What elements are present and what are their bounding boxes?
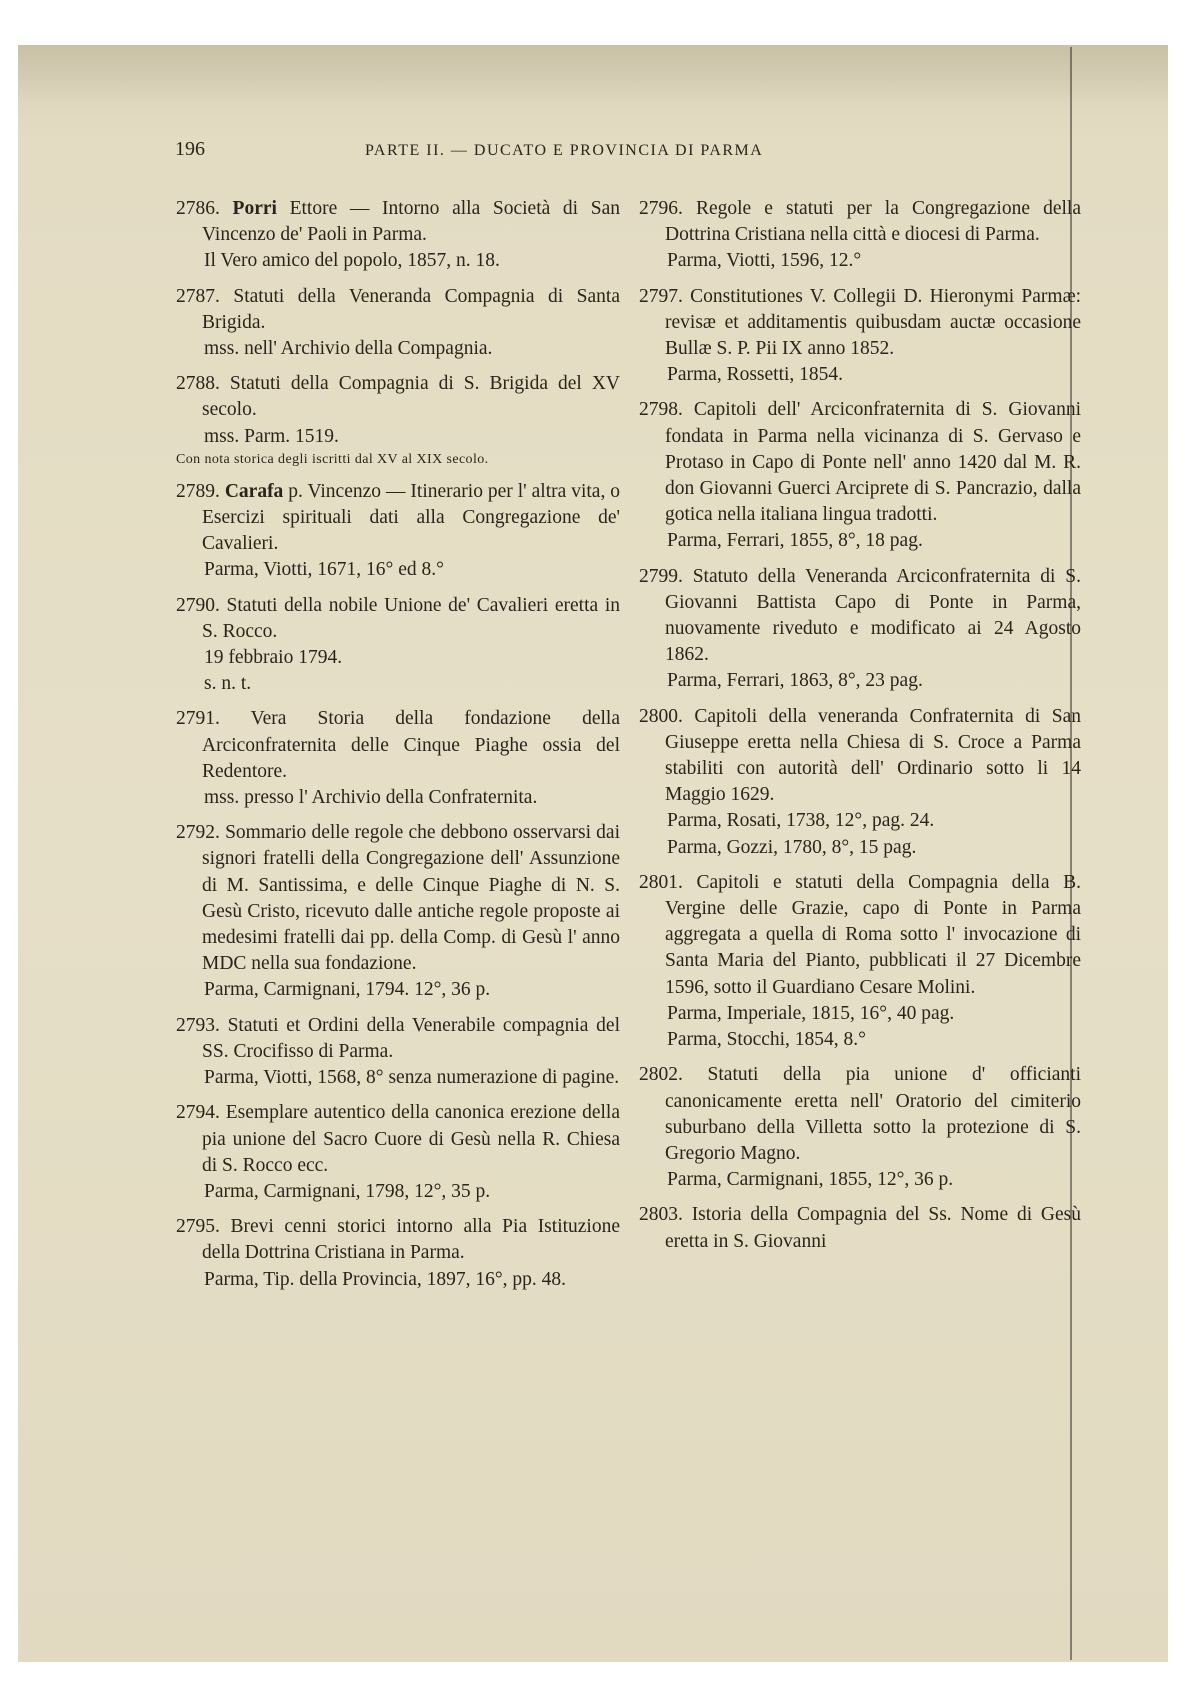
entry-author: Porri [232, 198, 277, 219]
entry-number: 2802. [639, 1064, 683, 1086]
entry-number: 2787. [176, 285, 220, 307]
entry-main [176, 593, 620, 645]
entry-publication: Parma, Stocchi, 1854, 8.° [667, 1029, 866, 1051]
bibliography-entry [176, 479, 620, 584]
entry-title: Capitoli e statuti della Compagnia della B. Vergine delle Grazie, capo di Ponte in Parma aggregata a quella di Roma sotto l' invocazione di Santa Maria del Pianto, pubblicati il 27 Dicembre 1596, sotto il Guardiano Cesare Molini. [665, 871, 1082, 998]
entry-number: 2790. [176, 594, 220, 616]
entry-publication: Parma, Rosati, 1738, 12°, pag. 24. [667, 810, 935, 832]
entry-main [176, 196, 620, 248]
page-header [175, 138, 900, 168]
entry-number: 2794. [176, 1102, 220, 1124]
entry-main [176, 1100, 620, 1179]
entry-title: Statuti della pia unione d' officianti canonicamente eretta nell' Oratorio del cimiterio suburbano della Villetta sotto la protezione di S. Gregorio Magno. [665, 1064, 1081, 1164]
entry-number: 2803. [639, 1204, 683, 1226]
entry-title: Statuto della Veneranda Arciconfraternita di S. Giovanni Battista Capo di Ponte in Parma, nuovamente riveduto e modificato ai 24 Agosto 1862. [665, 565, 1081, 666]
entry-publication: Parma, Gozzi, 1780, 8°, 15 pag. [667, 836, 917, 858]
entry-main [639, 704, 1081, 809]
bibliography-entry [639, 284, 1081, 389]
entry-publication: Parma, Viotti, 1568, 8° senza numerazione di pagine. [204, 1067, 620, 1089]
entry-main [176, 479, 620, 558]
entry-number: 2793. [176, 1014, 220, 1036]
entry-publication: Parma, Imperiale, 1815, 16°, 40 pag. [667, 1002, 955, 1024]
entry-main [639, 1202, 1081, 1254]
entry-main [176, 284, 620, 336]
entry-main [176, 371, 620, 423]
entry-title: Regole e statuti per la Congregazione della Dottrina Cristiana nella città e diocesi di Parma. [665, 198, 1081, 246]
entry-number: 2792. [176, 822, 220, 844]
entry-main [176, 706, 620, 785]
entry-title: p. Vincenzo — Itinerario per l' altra vita, o Esercizi spirituali dati alla Congregazione de' Cavalieri. [202, 480, 621, 555]
bibliography-entry [639, 1062, 1081, 1193]
entry-note: Con nota storica degli iscritti dal XV al XIX secolo. [176, 451, 489, 467]
left-column [176, 196, 620, 1302]
entry-main [176, 820, 620, 977]
entry-publication: 19 febbraio 1794. [204, 647, 343, 669]
bibliography-entry [176, 706, 620, 811]
entry-publication: Parma, Carmignani, 1855, 12°, 36 p. [667, 1169, 954, 1191]
entry-title: Constitutiones V. Collegii D. Hieronymi Parmæ: revisæ et additamentis quibusdam auctæ occasione Bullæ S. P. Pii IX anno 1852. [665, 285, 1081, 360]
entry-main [639, 564, 1081, 669]
entry-title: Brevi cenni storici intorno alla Pia Istituzione della Dottrina Cristiana in Parma. [202, 1216, 621, 1264]
entry-publication: Parma, Rossetti, 1854. [667, 364, 844, 386]
entry-publication: Parma, Carmignani, 1798, 12°, 35 p. [204, 1180, 491, 1202]
entry-author: Carafa [224, 480, 284, 502]
bibliography-entry [639, 196, 1081, 275]
entry-number: 2795. [176, 1216, 220, 1238]
entry-publication: Parma, Viotti, 1671, 16° ed 8.° [204, 559, 444, 581]
entry-publication: mss. Parm. 1519. [204, 425, 339, 447]
entry-title: Statuti et Ordini della Venerabile compagnia del SS. Crocifisso di Parma. [202, 1014, 620, 1062]
bibliography-entry [639, 564, 1081, 695]
entry-number: 2799. [639, 565, 683, 587]
running-title: PARTE II. — DUCATO E PROVINCIA DI PARMA [365, 142, 764, 159]
entry-title: Istoria della Compagnia del Ss. Nome di Gesù eretta in S. Giovanni [665, 1204, 1081, 1252]
entry-main [639, 1062, 1081, 1167]
entry-publication: Parma, Ferrari, 1863, 8°, 23 pag. [667, 670, 923, 692]
entry-main [639, 397, 1081, 528]
entry-number: 2798. [639, 399, 683, 421]
entry-number: 2788. [176, 373, 220, 395]
entry-title: Capitoli della veneranda Confraternita di San Giuseppe eretta nella Chiesa di S. Croce a Parma stabiliti con autorità dell' Ordinario sotto li 14 Maggio 1629. [665, 705, 1081, 806]
bibliography-entry [176, 1100, 620, 1205]
bibliography-entry [176, 1013, 620, 1092]
entry-publication: s. n. t. [204, 673, 252, 695]
entry-publication: Il Vero amico del popolo, 1857, n. 18. [204, 250, 500, 272]
bibliography-entry [639, 704, 1081, 861]
right-column [639, 196, 1081, 1264]
entry-title: Esemplare autentico della canonica erezione della pia unione del Sacro Cuore di Gesù nella R. Chiesa di S. Rocco ecc. [202, 1102, 620, 1176]
bibliography-entry [176, 371, 620, 470]
bibliography-entry [176, 1214, 620, 1293]
entry-number: 2791. [176, 708, 220, 730]
entry-title: Statuti della Compagnia di S. Brigida del XV secolo. [202, 373, 621, 421]
entry-publication: Parma, Viotti, 1596, 12.° [667, 250, 862, 272]
entry-main [176, 1013, 620, 1065]
entry-number: 2800. [639, 705, 683, 727]
entry-number: 2801. [639, 871, 683, 893]
entry-number: 2789. [176, 480, 220, 502]
entry-number: 2786. [176, 198, 220, 219]
bibliography-entry [639, 1202, 1081, 1254]
page-number: 196 [175, 138, 205, 160]
bibliography-entry [639, 397, 1081, 554]
entry-main [639, 284, 1081, 363]
entry-number: 2796. [639, 198, 683, 219]
bibliography-entry [176, 196, 620, 275]
entry-title: Statuti della Veneranda Compagnia di Santa Brigida. [202, 285, 620, 333]
entry-publication: mss. presso l' Archivio della Confraternita. [204, 787, 538, 809]
entry-publication: mss. nell' Archivio della Compagnia. [204, 338, 493, 360]
entry-main [176, 1214, 620, 1266]
entry-title: Vera Storia della fondazione della Arciconfraternita delle Cinque Piaghe ossia del Redentore. [202, 708, 620, 782]
bibliography-entry [639, 870, 1081, 1053]
entry-title: Ettore — Intorno alla Società di San Vincenzo de' Paoli in Parma. [202, 198, 621, 246]
entry-main [639, 196, 1081, 248]
entry-publication: Parma, Tip. della Provincia, 1897, 16°, pp. 48. [204, 1268, 567, 1290]
entry-publication: Parma, Carmignani, 1794. 12°, 36 p. [204, 979, 491, 1001]
bibliography-entry [176, 820, 620, 1003]
entry-main [639, 870, 1081, 1001]
entry-title: Statuti della nobile Unione de' Cavalieri eretta in S. Rocco. [202, 594, 621, 642]
bibliography-entry [176, 284, 620, 363]
bibliography-entry [176, 593, 620, 698]
entry-publication: Parma, Ferrari, 1855, 8°, 18 pag. [667, 530, 923, 552]
entry-title: Capitoli dell' Arciconfraternita di S. Giovanni fondata in Parma nella vicinanza di S. Gervaso e Protaso in Capo di Ponte nell' anno 1420 dal M. R. don Giovanni Guerci Arciprete di S. Pancrazio, dalla gotica nella italiana lingua tradotti. [665, 399, 1081, 526]
entry-number: 2797. [639, 285, 683, 307]
entry-title: Sommario delle regole che debbono osservarsi dai signori fratelli della Congregazione dell' Assunzione di M. Santissima, e delle Cinque Piaghe di N. S. Gesù Cristo, ricevuto dalle antiche regole proposte ai medesimi fratelli dai pp. della Comp. di Gesù l' anno MDC nella sua fondazione. [202, 822, 621, 975]
